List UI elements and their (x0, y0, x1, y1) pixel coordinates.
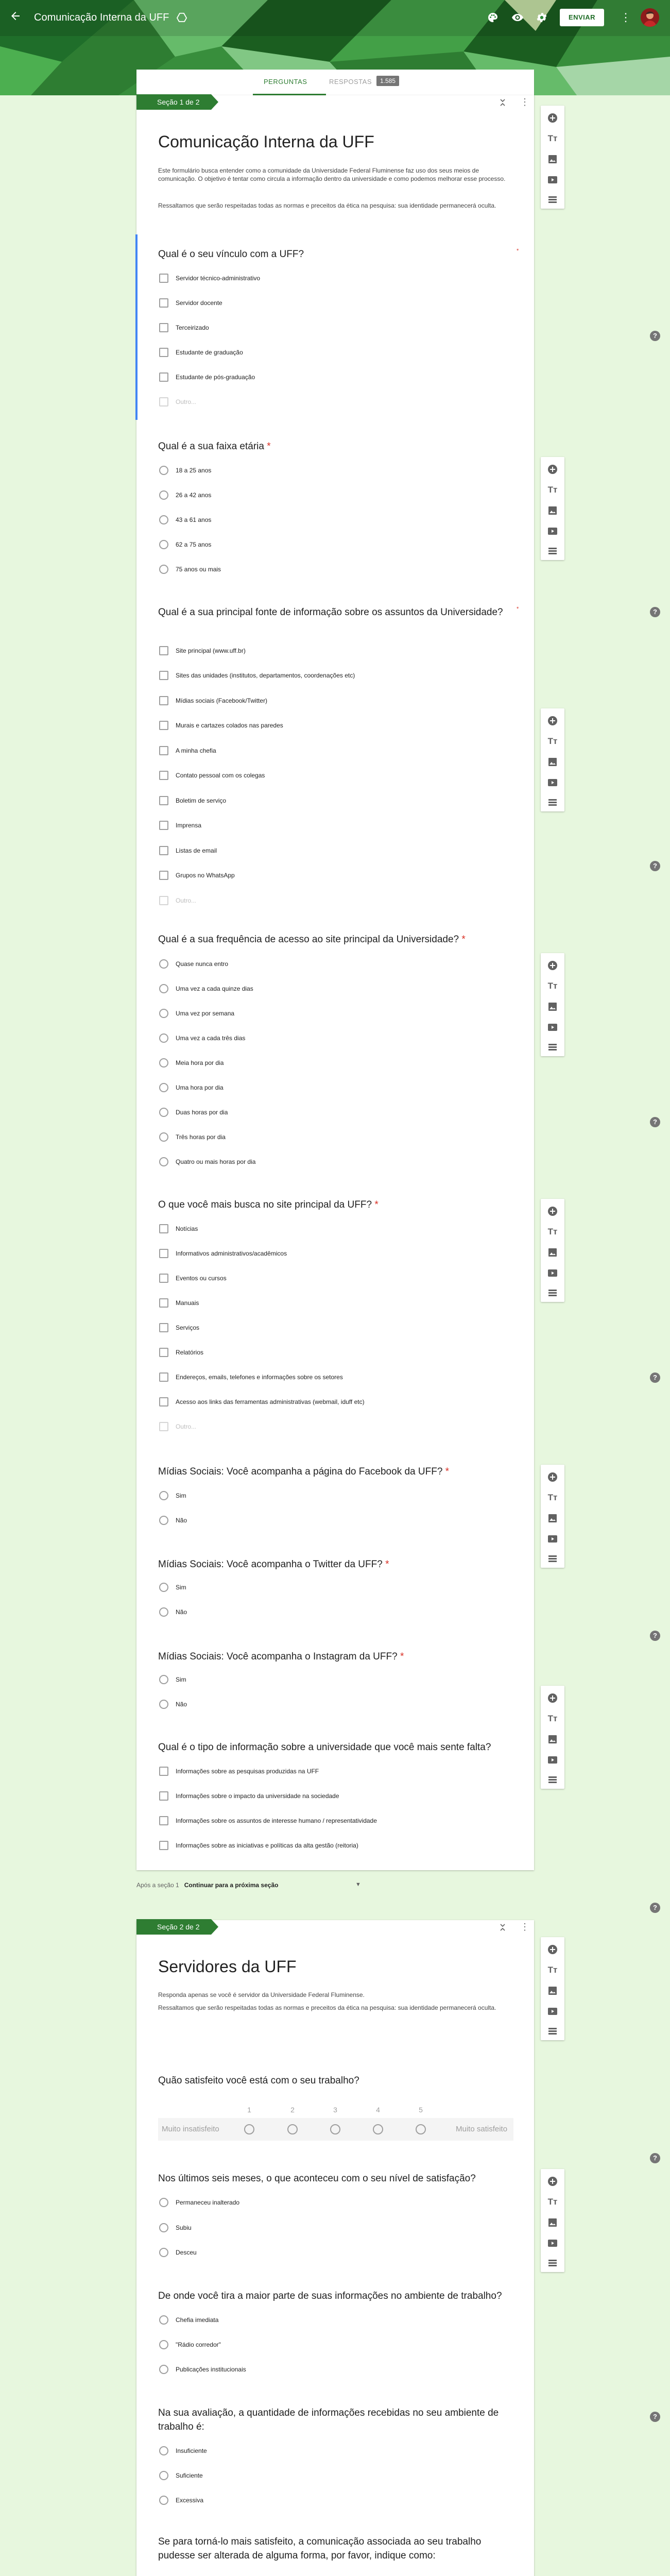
checkbox[interactable] (159, 721, 168, 730)
help-icon[interactable]: ? (650, 607, 660, 617)
checkbox[interactable] (159, 1372, 168, 1382)
section-2-tag: Seção 2 de 2 (136, 1919, 211, 1935)
video-icon[interactable] (546, 1533, 559, 1545)
help-icon[interactable]: ? (650, 2412, 660, 2422)
video-icon[interactable] (546, 525, 559, 537)
form-title[interactable]: Comunicação Interna da UFF (34, 12, 169, 23)
radio[interactable] (159, 1009, 168, 1018)
question-toolbox (541, 1465, 564, 1568)
section-icon[interactable] (546, 1773, 559, 1786)
section-2-title[interactable]: Servidores da UFF (158, 1957, 297, 1976)
title-text-icon[interactable]: Tт (547, 736, 558, 746)
section-1-description-2[interactable]: Ressaltamos que serão respeitadas todas as normas e preceitos da ética na pesquisa: sua identidade permanecerá oculta. (158, 202, 496, 209)
required-marker: * (517, 248, 519, 254)
title-text-icon[interactable]: Tт (547, 1714, 558, 1723)
section-1-tag: Seção 1 de 2 (136, 94, 211, 110)
scale-low-label: Muito insatisfeito (162, 2125, 219, 2133)
section-icon[interactable] (546, 545, 559, 557)
image-icon[interactable] (546, 153, 559, 165)
checkbox[interactable] (159, 696, 168, 705)
radio[interactable] (159, 1607, 168, 1617)
video-icon[interactable] (546, 1267, 559, 1279)
title-text-icon[interactable]: Tт (547, 485, 558, 495)
radio[interactable] (159, 2496, 168, 2505)
checkbox[interactable] (159, 1791, 168, 1801)
checkbox[interactable] (159, 1422, 168, 1431)
radio[interactable] (159, 565, 168, 574)
radio[interactable] (159, 1083, 168, 1092)
add-question-icon[interactable] (546, 2175, 559, 2188)
radio[interactable] (159, 2315, 168, 2325)
checkbox[interactable] (159, 1816, 168, 1825)
radio[interactable] (159, 515, 168, 524)
checkbox[interactable] (159, 1397, 168, 1406)
image-icon[interactable] (546, 756, 559, 768)
add-question-icon[interactable] (546, 1205, 559, 1217)
image-icon[interactable] (546, 1985, 559, 1997)
question-title[interactable]: Nos últimos seis meses, o que aconteceu com o seu nível de satisfação? (158, 2173, 476, 2184)
video-icon[interactable] (546, 1754, 559, 1766)
radio[interactable] (159, 2446, 168, 2455)
send-button[interactable]: ENVIAR (560, 9, 604, 26)
checkbox[interactable] (159, 896, 168, 905)
question-toolbox (541, 1199, 564, 1302)
help-icon[interactable]: ? (650, 331, 660, 341)
checkbox[interactable] (159, 348, 168, 357)
gear-icon[interactable] (536, 11, 548, 24)
image-icon[interactable] (546, 1733, 559, 1745)
drive-folder-icon[interactable] (176, 12, 187, 23)
checkbox[interactable] (159, 1224, 168, 1233)
scale-radio[interactable] (373, 2124, 383, 2134)
radio[interactable] (159, 984, 168, 993)
active-question-indicator (135, 234, 138, 420)
image-icon[interactable] (546, 504, 559, 517)
question-title[interactable]: Mídias Sociais: Você acompanha o Twitter da UFF? * (158, 1559, 389, 1570)
scale-number: 4 (376, 2106, 380, 2114)
help-icon[interactable]: ? (650, 1631, 660, 1641)
section-2-description[interactable]: Responda apenas se você é servidor da Universidade Federal Fluminense. (158, 1991, 365, 1998)
checkbox[interactable] (159, 1249, 168, 1258)
question-title[interactable]: De onde você tira a maior parte de suas informações no ambiente de trabalho? (158, 2291, 502, 2301)
section-icon[interactable] (546, 2257, 559, 2269)
add-question-icon[interactable] (546, 463, 559, 476)
title-text-icon[interactable]: Tт (547, 2197, 558, 2207)
add-question-icon[interactable] (546, 715, 559, 727)
section-more-icon[interactable]: ⋮ (520, 97, 529, 107)
title-text-icon[interactable]: Tт (547, 981, 558, 991)
radio[interactable] (159, 2248, 168, 2257)
question-title[interactable]: Mídias Sociais: Você acompanha o Instagram da UFF? * (158, 1651, 404, 1662)
section-2-card: Seção 2 de 2 ⋮ Servidores da UFF Responda apenas se você é servidor da Universidade Federal Fluminense. Ressaltamos que serão respeitadas todas as normas e preceitos da ética na pesquisa: sua identidade permanecerá oculta. Quão satisfeito você está com o seu trabalho? 1 2 3 4 5 Muito insatisfeito Muito satisfeito Nos últimos seis meses, o que aconteceu com o seu nível de satisfação? Permaneceu inalterado Subiu Desceu De onde você tira a maior parte de suas informações no ambiente de trabalho? Chefia imediata "Rádio corredor" Publicações institucionais Na sua avaliação, a quantidade de informações recebidas no seu ambiente de trabalho é: Insuficiente Suficiente Excessiva Se para torná-lo mais satisfeito, a comunicação associada ao seu trabalho pudesse ser alterada de alguma forma, por favor, indique como: (136, 1920, 534, 2576)
back-arrow-icon[interactable] (7, 10, 24, 26)
section-icon[interactable] (546, 1286, 559, 1299)
checkbox[interactable] (159, 796, 168, 805)
image-icon[interactable] (546, 2216, 559, 2229)
add-question-icon[interactable] (546, 1471, 559, 1483)
responses-count-badge: 1.585 (376, 76, 399, 86)
scale-number: 5 (419, 2106, 423, 2114)
section-1-description[interactable]: Este formulário busca entender como a comunidade da Universidade Federal Fluminense faz uso dos seus meios de comunicação. O objetivo é tentar como circula a informação dentro da universidade e como podemos melhorar esse processo. (158, 167, 506, 182)
eye-icon[interactable] (511, 11, 524, 24)
radio[interactable] (159, 2223, 168, 2232)
radio[interactable] (159, 2340, 168, 2349)
title-text-icon[interactable]: Tт (547, 1493, 558, 1502)
radio[interactable] (159, 1675, 168, 1684)
scale-radio[interactable] (287, 2124, 298, 2134)
radio[interactable] (159, 959, 168, 969)
radio[interactable] (159, 1108, 168, 1117)
title-text-icon[interactable]: Tт (547, 1965, 558, 1975)
title-text-icon[interactable]: Tт (547, 133, 558, 143)
title-text-icon[interactable]: Tт (547, 1227, 558, 1236)
image-icon[interactable] (546, 1246, 559, 1259)
question-title[interactable]: Mídias Sociais: Você acompanha a página do Facebook da UFF? * (158, 1466, 450, 1477)
radio[interactable] (159, 1491, 168, 1500)
question-toolbox (541, 1686, 564, 1789)
video-icon[interactable] (546, 174, 559, 186)
question-title[interactable]: Na sua avaliação, a quantidade de informações recebidas no seu ambiente de trabalho é: (158, 2408, 499, 2432)
after-section-navigation[interactable]: Após a seção 1 Continuar para a próxima seção (136, 1882, 279, 1889)
scale-number: 3 (333, 2106, 337, 2114)
tabs-bar (136, 70, 534, 96)
scale-radio[interactable] (416, 2124, 426, 2134)
checkbox[interactable] (159, 274, 168, 283)
section-icon[interactable] (546, 1552, 559, 1565)
scale-radio[interactable] (244, 2124, 254, 2134)
scale-number: 1 (247, 2106, 251, 2114)
question-toolbox (541, 457, 564, 560)
checkbox[interactable] (159, 871, 168, 880)
radio[interactable] (159, 540, 168, 549)
question-title[interactable]: Qual é o seu vínculo com a UFF? (158, 249, 304, 260)
video-icon[interactable] (546, 2005, 559, 2018)
section-icon[interactable] (546, 193, 559, 206)
radio[interactable] (159, 1033, 168, 1043)
section-2-description-2[interactable]: Ressaltamos que serão respeitadas todas as normas e preceitos da ética na pesquisa: sua identidade permanecerá oculta. (158, 2004, 496, 2011)
question-toolbox (541, 953, 564, 1056)
section-1-card: Seção 1 de 2 ⋮ Comunicação Interna da UFF Este formulário busca entender como a comunidade da Universidade Federal Fluminense faz uso dos seus meios de comunicação. O objetivo é tentar como circula a informação dentro da universidade e como podemos melhorar esse processo. Ressaltamos que serão respeitadas todas as normas e preceitos da ética na pesquisa: sua identidade permanecerá oculta. Qual é o seu vínculo com a UFF? * Servidor técnico-administrativo Servidor docente Terceirizado Estudante de graduação Estudante de pós-graduação Outro... Qual é a sua faixa etária * 18 a 25 anos 26 a 42 anos 43 a 61 anos 62 a 75 anos 75 anos ou mais Qual é a sua principal fonte de informação sobre os assuntos da Universidade? * Site principal (www.uff.br) Sites das unidades (institutos, departamentos, coordenações etc) Mídias sociais (Facebook/Twitter) Murais e cartazes colados nas paredes A minha chefia Contato pessoal com os colegas Boletim de serviço Imprensa Listas de email Grupos no WhatsApp Outro... Qual é a sua frequência de acesso ao site principal da Universidade? * Quase nunca entro Uma vez a cada quinze dias Uma vez por semana Uma vez a cada três dias Meia hora por dia Uma hora por dia Duas horas por dia Três horas por dia Quatro ou mais horas por dia O que você mais busca no site principal da UFF? * Notícias Informativos administrativos/acadêmicos Eventos ou cursos Manuais Serviços Relatórios Endereços, emails, telefones e informações sobre os setores Acesso aos links das ferramentas administrativas (webmail, iduff etc) Outro... Mídias Sociais: Você acompanha a página do Facebook da UFF? * Sim Não Mídias Sociais: Você acompanha o Twitter da UFF? * Sim Não Mídias Sociais: Você acompanha o Instagram da UFF? * Sim Não Qual é o tipo de informação sobre a universidade que você mais sente falta? Informações sobre as pesquisas produzidas na UFF Informações sobre o impacto da universidade na sociedade Informações sobre os assuntos de interesse humano / representatividade Informações sobre as iniciativas e políticas da alta gestão (reitoria) (136, 95, 534, 1870)
tab-questions[interactable]: PERGUNTAS (264, 78, 307, 86)
video-icon[interactable] (546, 776, 559, 789)
radio[interactable] (159, 2471, 168, 2480)
scale-high-label: Muito satisfeito (456, 2125, 508, 2133)
chevron-down-icon[interactable]: ▼ (355, 1882, 361, 1888)
section-icon[interactable] (546, 1041, 559, 1053)
checkbox[interactable] (159, 1323, 168, 1332)
add-question-icon[interactable] (546, 959, 559, 972)
checkbox[interactable] (159, 1841, 168, 1850)
radio[interactable] (159, 1058, 168, 1067)
section-icon[interactable] (546, 796, 559, 808)
help-icon[interactable]: ? (650, 1117, 660, 1127)
radio[interactable] (159, 466, 168, 475)
more-vert-icon[interactable]: ⋮ (620, 11, 631, 24)
checkbox[interactable] (159, 323, 168, 332)
long-answer-field[interactable] (158, 2573, 277, 2576)
checkbox[interactable] (159, 372, 168, 382)
radio[interactable] (159, 1132, 168, 1142)
radio[interactable] (159, 1700, 168, 1709)
checkbox[interactable] (159, 1348, 168, 1357)
top-app-bar (0, 0, 670, 36)
question-title[interactable]: Qual é o tipo de informação sobre a universidade que você mais sente falta? (158, 1742, 491, 1753)
radio[interactable] (159, 1157, 168, 1166)
video-icon[interactable] (546, 1021, 559, 1033)
help-icon[interactable]: ? (650, 2153, 660, 2163)
question-toolbox (541, 708, 564, 811)
collapse-section-icon[interactable] (499, 98, 507, 109)
checkbox[interactable] (159, 1274, 168, 1283)
section-icon[interactable] (546, 2025, 559, 2037)
section-more-icon[interactable]: ⋮ (520, 1922, 529, 1932)
checkbox[interactable] (159, 746, 168, 755)
checkbox[interactable] (159, 1767, 168, 1776)
help-icon[interactable]: ? (650, 861, 660, 871)
radio[interactable] (159, 490, 168, 500)
image-icon[interactable] (546, 1001, 559, 1013)
radio[interactable] (159, 2198, 168, 2207)
question-toolbox (541, 2169, 564, 2272)
scale-radio[interactable] (330, 2124, 340, 2134)
avatar[interactable] (641, 8, 659, 27)
question-title[interactable]: Qual é a sua frequência de acesso ao site principal da Universidade? * (158, 934, 466, 945)
question-toolbox (541, 1937, 564, 2040)
question-title[interactable]: Quão satisfeito você está com o seu trabalho? (158, 2075, 359, 2086)
question-title[interactable]: Se para torná-lo mais satisfeito, a comunicação associada ao seu trabalho pudesse ser alterada de alguma forma, por favor, indique como: (158, 2536, 482, 2561)
checkbox[interactable] (159, 1298, 168, 1308)
collapse-section-icon[interactable] (499, 1923, 507, 1934)
help-icon[interactable]: ? (650, 1372, 660, 1383)
add-question-icon[interactable] (546, 1692, 559, 1704)
checkbox[interactable] (159, 821, 168, 830)
section-1-title[interactable]: Comunicação Interna da UFF (158, 132, 374, 151)
question-title[interactable]: Qual é a sua principal fonte de informação sobre os assuntos da Universidade? (158, 607, 503, 618)
radio[interactable] (159, 2365, 168, 2374)
question-title[interactable]: Qual é a sua faixa etária * (158, 441, 271, 452)
help-icon[interactable]: ? (650, 1903, 660, 1913)
checkbox[interactable] (159, 771, 168, 780)
checkbox[interactable] (159, 846, 168, 855)
add-question-icon[interactable] (546, 1943, 559, 1956)
video-icon[interactable] (546, 2237, 559, 2249)
question-toolbox (541, 106, 564, 209)
checkbox[interactable] (159, 397, 168, 406)
checkbox[interactable] (159, 671, 168, 680)
add-question-icon[interactable] (546, 112, 559, 124)
checkbox[interactable] (159, 646, 168, 655)
radio[interactable] (159, 1516, 168, 1525)
required-marker: * (517, 606, 519, 612)
image-icon[interactable] (546, 1512, 559, 1524)
scale-number: 2 (290, 2106, 295, 2114)
tab-responses[interactable]: RESPOSTAS (329, 78, 372, 86)
palette-icon[interactable] (487, 11, 499, 24)
question-title[interactable]: O que você mais busca no site principal da UFF? * (158, 1199, 379, 1210)
checkbox[interactable] (159, 298, 168, 308)
radio[interactable] (159, 1583, 168, 1592)
